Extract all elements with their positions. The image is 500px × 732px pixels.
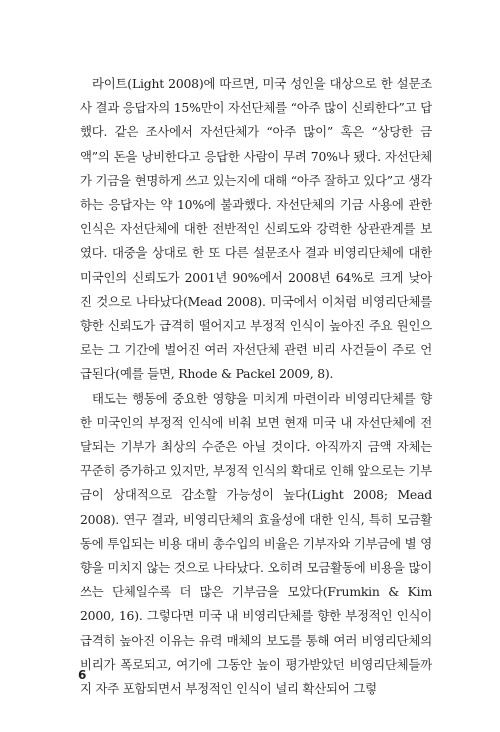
paragraph-2: 태도는 행동에 중요한 영향을 미치게 마련이라 비영리단체를 향한 미국인의 부정적 인식에 비춰 보면 현재 미국 내 자선단체에 전달되는 기부가 최상의 수준은 아닐 것이다. 아직까지 금액 자체는 꾸준히 증가하고 있지만, 부정적 인식의 확대로 인해 앞으로는 기부금이 상대적으로 감소할 가능성이 높다(Light 2008; Mead 2008). 연구 결과, 비영리단체의 효율성에 대한 인식, 특히 모금활동에 투입되는 비용 대비 총수입의 비율은 기부자와 기부금에 별 영향을 미치지 않는 것으로 나타났다. 오히려 모금활동에 비용을 많이 쓰는 단체일수록 더 많은 기부금을 모았다(Frumkin & Kim 2000, 16). 그렇다면 미국 내 비영리단체를 향한 부정적인 인식이 급격히 높아진 이유는 유력 매체의 보도를 통해 여러 비영리단체의 비리가 폭로되고, 여기에 그동안 높이 평가받았던 비영리단체들까지 자주 포함되면서 부정적인 인식이 널리 확산되어 그렇 [80, 390, 432, 697]
page-number: 6 [78, 668, 87, 682]
paragraph-1: 라이트(Light 2008)에 따르면, 미국 성인을 대상으로 한 설문조사 결과 응답자의 15%만이 자선단체를 “아주 많이 신뢰한다”고 답했다. 같은 조사에서 자선단체가 “아주 많이” 혹은 “상당한 금액”의 돈을 낭비한다고 응답한 사람이 무려 70%나 됐다. 자선단체가 기금을 현명하게 쓰고 있는지에 대해 “아주 잘하고 있다”고 생각하는 응답자는 약 10%에 불과했다. 자선단체의 기금 사용에 관한 인식은 자선단체에 대한 전반적인 신뢰도와 강력한 상관관계를 보였다. 대중을 상대로 한 또 다른 설문조사 결과 비영리단체에 대한 미국인의 신뢰도가 2001년 90%에서 2008년 64%로 크게 낮아진 것으로 나타났다(Mead 2008). 미국에서 이처럼 비영리단체를 향한 신뢰도가 급격히 떨어지고 부정적 인식이 높아진 주요 원인으로는 그 기간에 벌어진 여러 자선단체 관련 비리 사건들이 주로 언급된다(예를 들면, Rhode & Packel 2009, 8). [80, 76, 432, 382]
body-text [80, 72, 432, 701]
